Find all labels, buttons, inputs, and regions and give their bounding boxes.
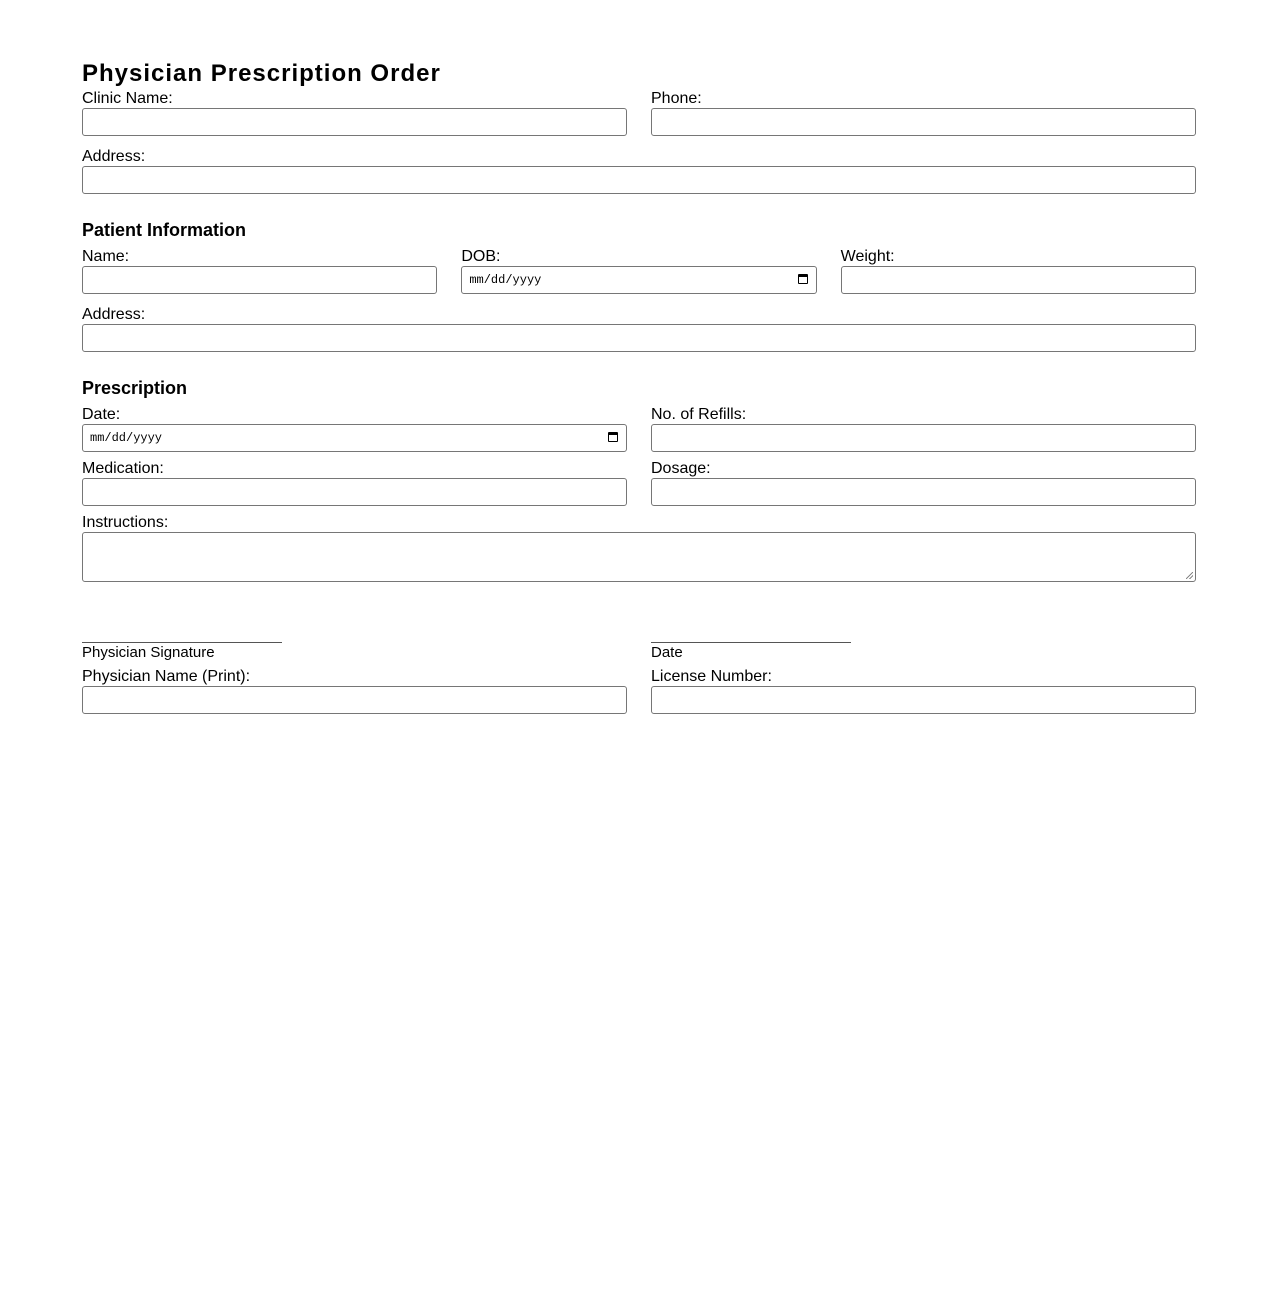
clinic-row — [82, 90, 1196, 136]
rx-date-input[interactable] — [82, 424, 627, 452]
patient-heading: Patient Information — [82, 220, 247, 240]
signature-date-label: Date — [651, 644, 683, 661]
signature-block — [82, 642, 627, 662]
patient-address-input[interactable] — [82, 324, 1196, 352]
clinic-phone-field — [651, 90, 1196, 136]
calendar-icon[interactable] — [608, 432, 618, 442]
clinic-address-field — [82, 148, 1196, 194]
prescription-row-1 — [82, 406, 1196, 452]
signature-date-block — [651, 642, 1196, 662]
patient-dob-field — [461, 248, 816, 294]
patient-address-field — [82, 306, 1196, 352]
instructions-label: Instructions: — [82, 514, 169, 531]
clinic-name-input[interactable] — [82, 108, 627, 136]
medication-label: Medication: — [82, 460, 164, 477]
resize-grip-icon[interactable] — [1186, 572, 1193, 579]
dob-placeholder: mm/dd/yyyy — [469, 273, 542, 287]
license-input[interactable] — [651, 686, 1196, 714]
clinic-name-label: Clinic Name: — [82, 90, 173, 107]
patient-weight-field — [841, 248, 1196, 294]
signature-label: Physician Signature — [82, 644, 215, 661]
dosage-field — [651, 460, 1196, 506]
clinic-phone-label: Phone: — [651, 90, 702, 107]
patient-weight-input[interactable] — [841, 266, 1196, 294]
signature-line — [82, 642, 282, 643]
physician-name-field — [82, 668, 627, 714]
patient-dob-input[interactable] — [461, 266, 816, 294]
refills-input[interactable] — [651, 424, 1196, 452]
signature-row — [82, 642, 1196, 662]
medication-input[interactable] — [82, 478, 627, 506]
instructions-field — [82, 514, 1196, 582]
physician-row — [82, 668, 1196, 714]
calendar-icon[interactable] — [798, 274, 808, 284]
rx-date-field — [82, 406, 627, 452]
patient-address-label: Address: — [82, 306, 146, 323]
patient-name-label: Name: — [82, 248, 130, 265]
clinic-phone-input[interactable] — [651, 108, 1196, 136]
license-field — [651, 668, 1196, 714]
clinic-name-field — [82, 90, 627, 136]
instructions-textarea[interactable] — [82, 532, 1196, 582]
patient-dob-label: DOB: — [461, 248, 501, 265]
dosage-label: Dosage: — [651, 460, 711, 477]
patient-weight-label: Weight: — [840, 248, 895, 265]
physician-name-label: Physician Name (Print): — [82, 668, 251, 685]
medication-field — [82, 460, 627, 506]
prescription-row-2 — [82, 460, 1196, 506]
license-label: License Number: — [651, 668, 772, 685]
prescription-form — [82, 58, 1196, 714]
clinic-address-input[interactable] — [82, 166, 1196, 194]
signature-date-line — [651, 642, 851, 643]
physician-name-input[interactable] — [82, 686, 627, 714]
rx-date-placeholder: mm/dd/yyyy — [90, 431, 163, 445]
refills-field — [651, 406, 1196, 452]
rx-date-label: Date: — [82, 406, 121, 423]
prescription-heading: Prescription — [82, 378, 188, 398]
patient-name-input[interactable] — [82, 266, 437, 294]
clinic-address-label: Address: — [82, 148, 146, 165]
patient-name-field — [82, 248, 437, 294]
patient-row — [82, 248, 1196, 294]
dosage-input[interactable] — [651, 478, 1196, 506]
page-title: Physician Prescription Order — [82, 60, 441, 87]
refills-label: No. of Refills: — [651, 406, 747, 423]
